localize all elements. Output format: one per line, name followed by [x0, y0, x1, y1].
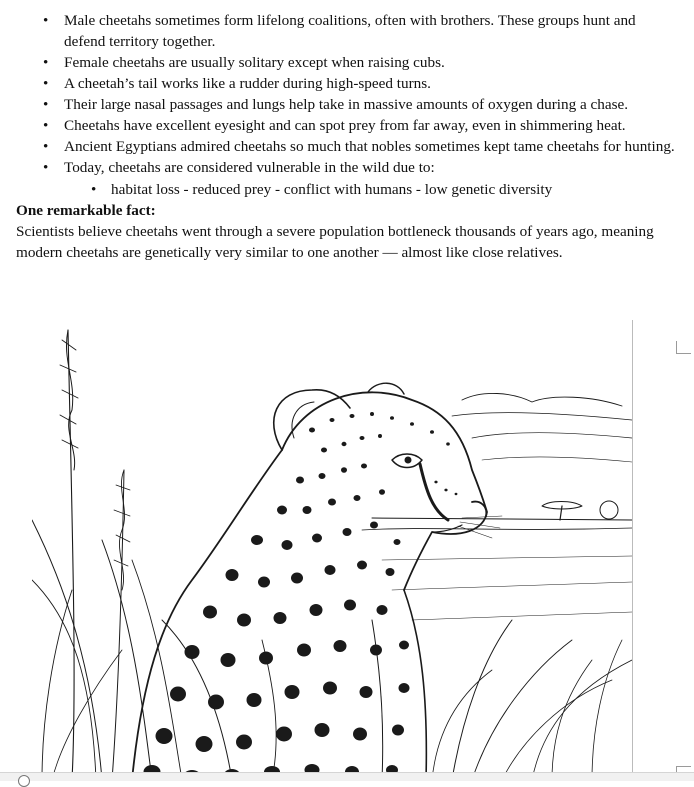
crop-mark	[676, 341, 691, 354]
list-item: • Ancient Egyptians admired cheetahs so much that nobles sometimes kept tame cheetahs for hunting.	[16, 136, 676, 157]
list-item: • A cheetah’s tail works like a rudder during high-speed turns.	[16, 73, 676, 94]
facts-list	[16, 10, 676, 200]
section-heading: One remarkable fact:	[16, 202, 156, 219]
cheetah-drawing	[32, 320, 632, 780]
list-item: • Their large nasal passages and lungs help take in massive amounts of oxygen during a chase.	[16, 94, 676, 115]
cheetah-illustration[interactable]	[32, 320, 633, 780]
document-body	[16, 10, 676, 263]
list-item: • Cheetahs have excellent eyesight and can spot prey from far away, even in shimmering heat.	[16, 115, 676, 136]
list-item: • Female cheetahs are usually solitary except when raising cubs.	[16, 52, 676, 73]
list-item: • Today, cheetahs are considered vulnerable in the wild due to: • habitat loss - reduced prey - conflict with humans - low genetic diversity	[16, 157, 676, 200]
list-item: • Male cheetahs sometimes form lifelong coalitions, often with brothers. These groups hunt and defend territory together.	[16, 10, 676, 52]
threats-sublist	[64, 179, 676, 200]
fact-paragraph: Scientists believe cheetahs went through a severe population bottleneck thousands of years ago, meaning modern cheetahs are genetically very similar to one another — almost like close relatives.	[16, 223, 654, 261]
circle-icon[interactable]	[18, 775, 30, 787]
sub-list-item: • habitat loss - reduced prey - conflict with humans - low genetic diversity	[64, 179, 676, 200]
